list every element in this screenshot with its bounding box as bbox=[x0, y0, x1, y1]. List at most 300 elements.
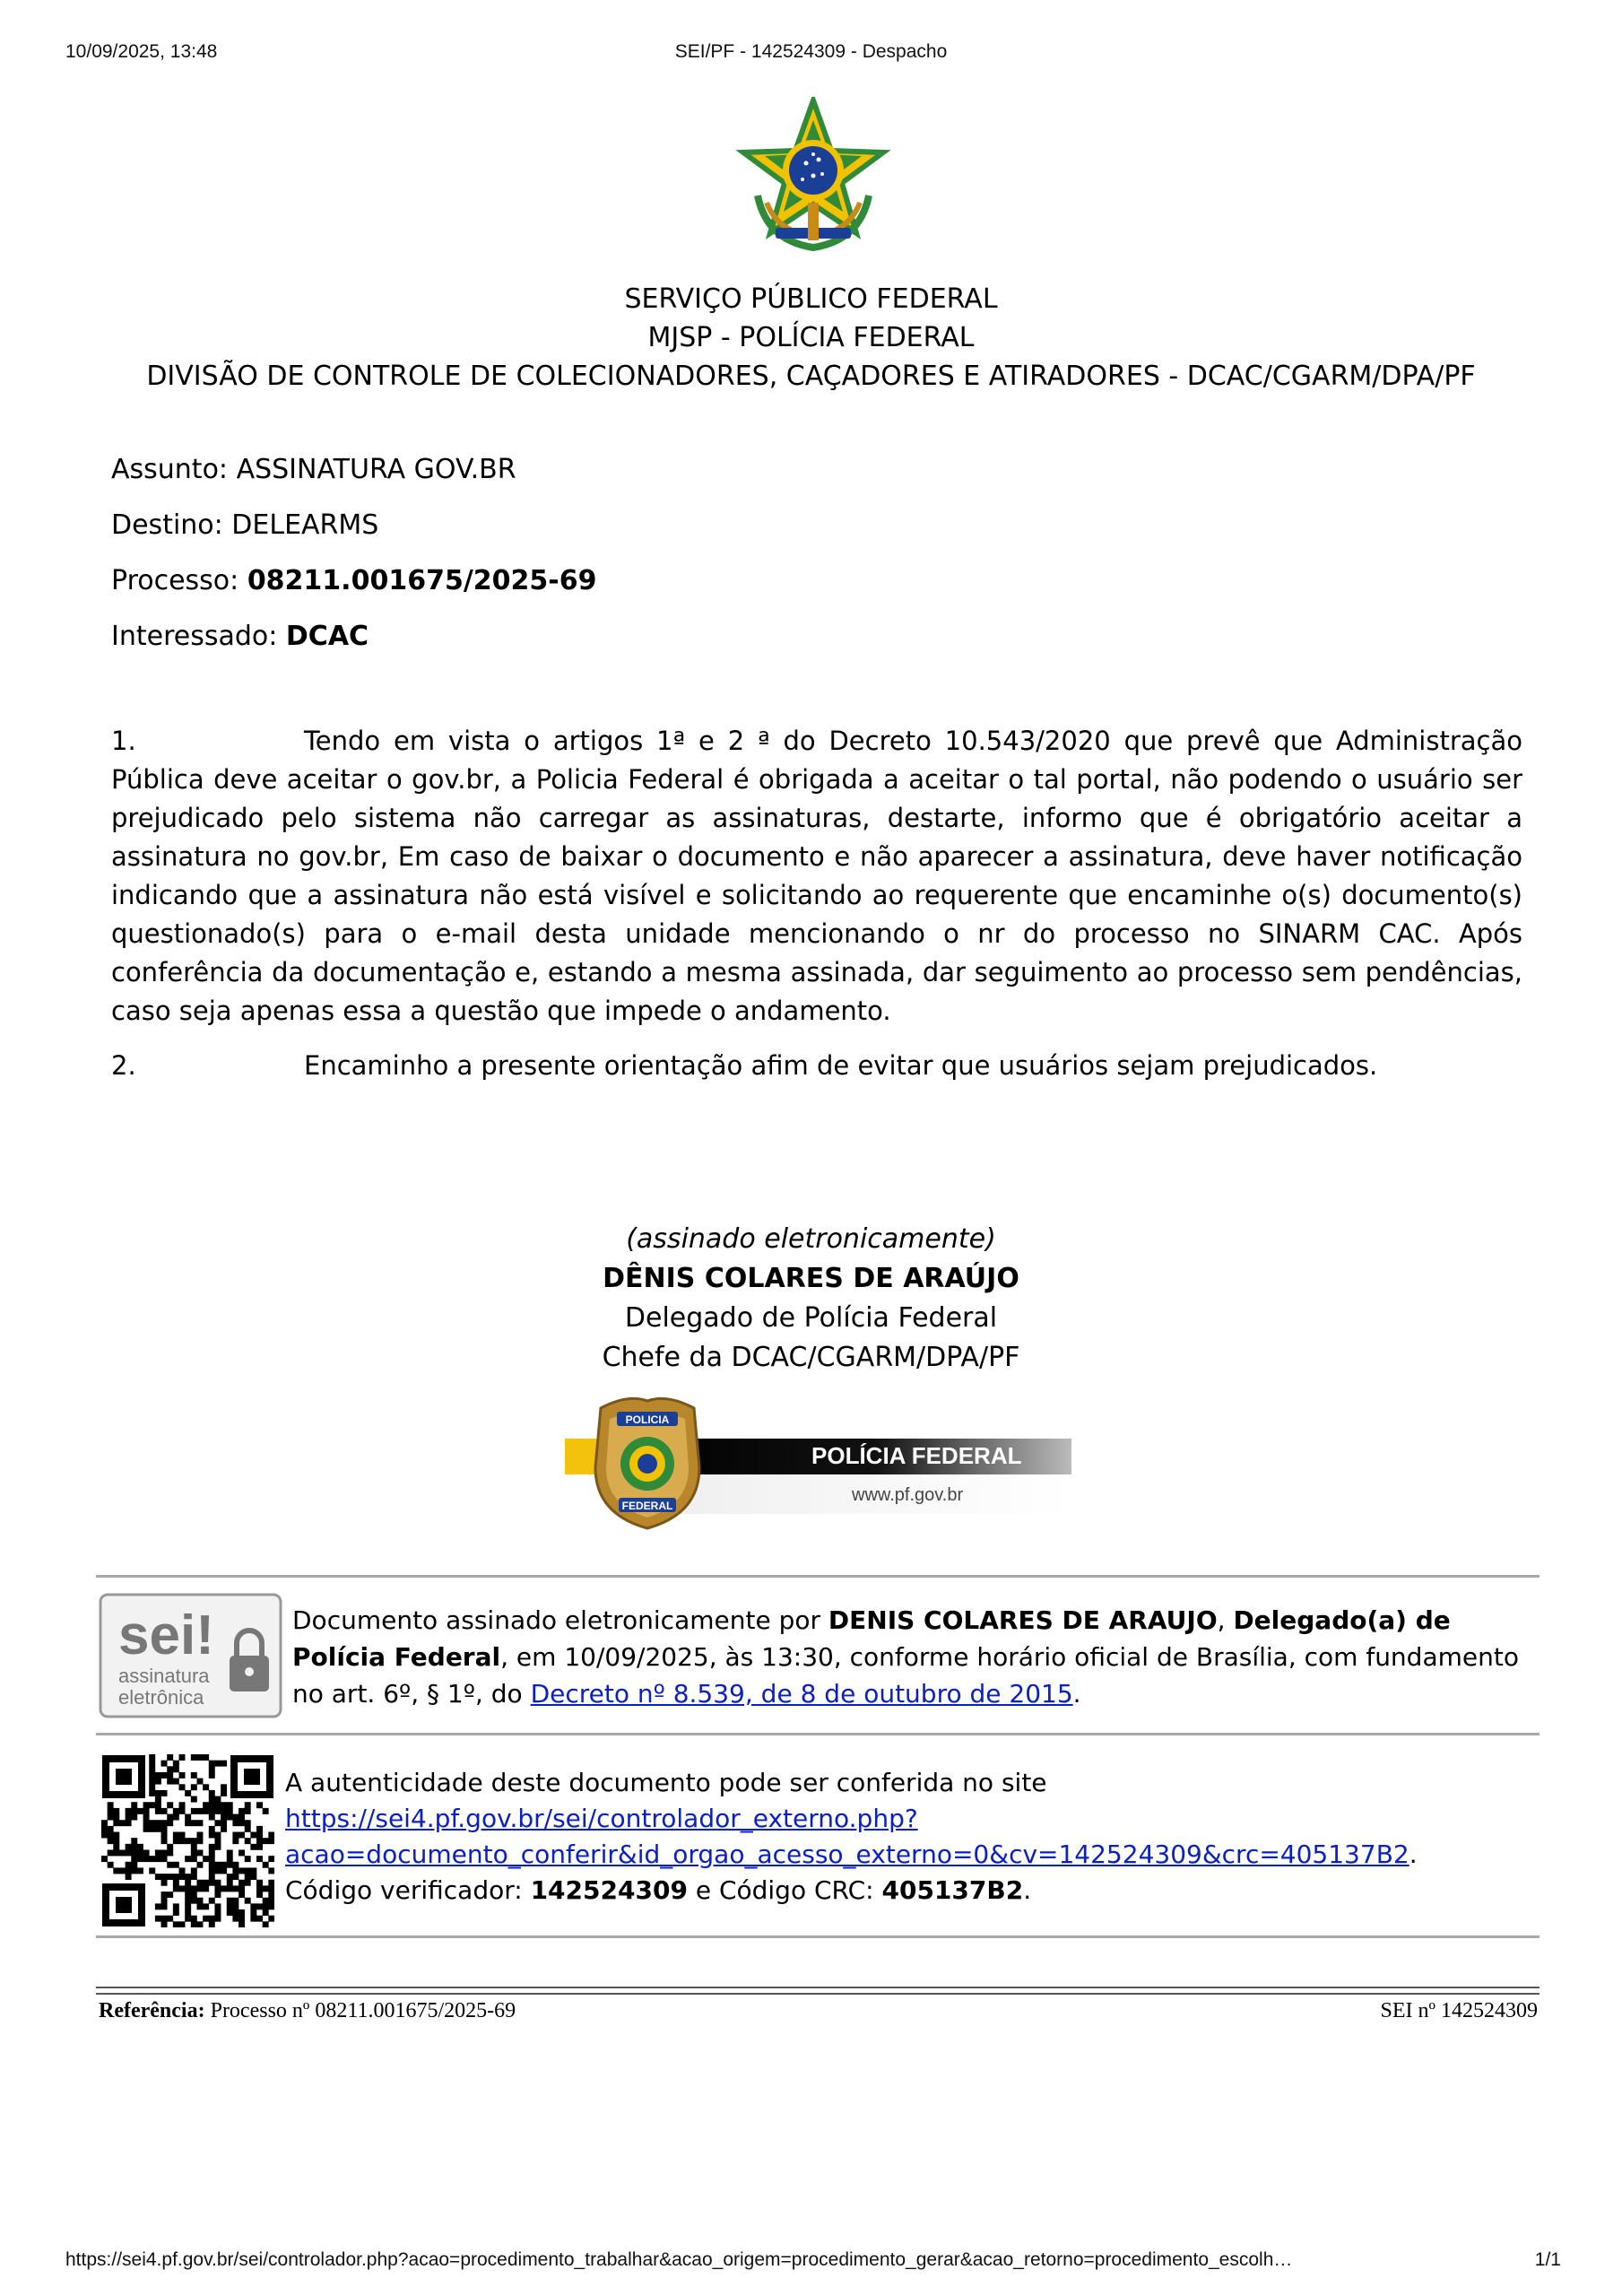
qr-module bbox=[263, 1909, 269, 1916]
qr-module bbox=[239, 1885, 245, 1892]
qr-module bbox=[179, 1885, 186, 1892]
qr-module bbox=[221, 1867, 227, 1874]
qr-module bbox=[245, 1826, 251, 1832]
qr-module bbox=[214, 1761, 221, 1767]
qr-module bbox=[173, 1874, 179, 1880]
qr-module bbox=[268, 1856, 274, 1862]
qr-module bbox=[173, 1766, 179, 1772]
interessado-value: DCAC bbox=[285, 621, 369, 652]
qr-module bbox=[113, 1820, 119, 1826]
qr-module bbox=[113, 1832, 119, 1839]
qr-module bbox=[143, 1849, 150, 1856]
paragraph-text: Encaminho a presente orientação afim de evitar que usuários sejam prejudicados. bbox=[304, 1050, 1378, 1081]
qr-module bbox=[245, 1838, 251, 1844]
qr-module bbox=[214, 1885, 221, 1892]
qr-module bbox=[256, 1885, 263, 1892]
qr-module bbox=[268, 1838, 274, 1844]
qr-module bbox=[209, 1849, 215, 1856]
qr-module bbox=[196, 1921, 203, 1927]
qr-module bbox=[179, 1772, 186, 1779]
qr-module bbox=[250, 1844, 256, 1850]
print-header bbox=[0, 41, 1622, 68]
qr-module bbox=[214, 1867, 221, 1874]
reference-label: Referência: bbox=[99, 1999, 205, 2022]
qr-module bbox=[239, 1820, 245, 1826]
qr-module bbox=[108, 1832, 114, 1839]
qr-module bbox=[161, 1898, 168, 1904]
qr-module bbox=[167, 1844, 173, 1850]
qr-module bbox=[113, 1844, 119, 1850]
qr-module bbox=[131, 1802, 137, 1808]
document-metadata bbox=[111, 450, 1528, 673]
qr-module bbox=[101, 1856, 108, 1862]
qr-module bbox=[263, 1838, 269, 1844]
qr-module bbox=[250, 1903, 256, 1909]
qr-module bbox=[161, 1832, 168, 1839]
qr-module bbox=[209, 1898, 215, 1904]
qr-module bbox=[221, 1885, 227, 1892]
qr-module bbox=[179, 1808, 186, 1814]
qr-module bbox=[239, 1832, 245, 1839]
qr-module bbox=[203, 1856, 209, 1862]
qr-module bbox=[119, 1820, 126, 1826]
qr-module bbox=[149, 1784, 155, 1790]
qr-module bbox=[179, 1867, 186, 1874]
qr-module bbox=[143, 1856, 150, 1862]
qr-module bbox=[149, 1802, 155, 1808]
qr-module bbox=[191, 1754, 197, 1761]
qr-module bbox=[209, 1814, 215, 1821]
qr-module bbox=[161, 1903, 168, 1909]
qr-module bbox=[214, 1903, 221, 1909]
qr-module bbox=[256, 1916, 263, 1922]
qr-module bbox=[250, 1909, 256, 1916]
qr-module bbox=[214, 1796, 221, 1803]
qr-module bbox=[203, 1903, 209, 1909]
paragraph-2 bbox=[111, 1047, 1522, 1085]
qr-module bbox=[221, 1784, 227, 1790]
qr-module bbox=[185, 1885, 191, 1892]
qr-module bbox=[131, 1849, 137, 1856]
qr-module bbox=[203, 1880, 209, 1886]
verify-link-part-2[interactable]: acao=documento_conferir&id_orgao_acesso_externo=0&cv=142524309&crc=405137B2 bbox=[285, 1839, 1409, 1869]
qr-module bbox=[126, 1814, 132, 1821]
qr-module bbox=[167, 1772, 173, 1779]
document-heading bbox=[0, 280, 1622, 396]
qr-module bbox=[239, 1880, 245, 1886]
qr-module bbox=[167, 1814, 173, 1821]
qr-module bbox=[263, 1862, 269, 1868]
meta-assunto: Assunto: ASSINATURA GOV.BR bbox=[111, 454, 516, 485]
qr-module bbox=[268, 1867, 274, 1874]
qr-module bbox=[268, 1898, 274, 1904]
qr-module bbox=[149, 1790, 155, 1796]
qr-module bbox=[221, 1820, 227, 1826]
qr-module bbox=[239, 1814, 245, 1821]
qr-module bbox=[185, 1856, 191, 1862]
qr-module bbox=[113, 1814, 119, 1821]
qr-module bbox=[214, 1808, 221, 1814]
qr-module bbox=[143, 1826, 150, 1832]
qr-module bbox=[263, 1903, 269, 1909]
qr-module bbox=[232, 1862, 239, 1868]
destino-value: DELEARMS bbox=[231, 509, 379, 541]
qr-module bbox=[232, 1820, 239, 1826]
qr-module bbox=[232, 1898, 239, 1904]
electronic-signature-note: Documento assinado eletronicamente por DENIS COLARES DE ARAUJO, Delegado(a) de Polícia Federal, em 10/09/2025, às 13:30, conforme horário oficial de Brasília, com fundamento no art. 6º, § 1º, do Decreto nº 8.539, de 8 de outubro de 2015. bbox=[292, 1605, 1519, 1709]
qr-module bbox=[245, 1808, 251, 1814]
qr-module bbox=[191, 1874, 197, 1880]
qr-module bbox=[232, 1832, 239, 1839]
qr-module bbox=[155, 1779, 161, 1785]
qr-module bbox=[161, 1856, 168, 1862]
qr-module bbox=[185, 1790, 191, 1796]
qr-module bbox=[167, 1754, 173, 1761]
crc-code: 405137B2 bbox=[881, 1875, 1024, 1905]
qr-module bbox=[214, 1880, 221, 1886]
qr-module bbox=[155, 1856, 161, 1862]
qr-module bbox=[161, 1880, 168, 1886]
qr-module bbox=[161, 1838, 168, 1844]
qr-module bbox=[256, 1832, 263, 1839]
qr-module bbox=[221, 1862, 227, 1868]
qr-module bbox=[108, 1849, 114, 1856]
qr-module bbox=[209, 1790, 215, 1796]
qr-module bbox=[209, 1761, 215, 1767]
logo-badge-top-text: POLICIA bbox=[625, 1413, 670, 1426]
print-footer bbox=[0, 2249, 1622, 2276]
qr-module bbox=[245, 1802, 251, 1808]
qr-module bbox=[173, 1832, 179, 1839]
qr-module bbox=[209, 1766, 215, 1772]
qr-module bbox=[137, 1844, 143, 1850]
qr-module bbox=[185, 1903, 191, 1909]
qr-module bbox=[239, 1808, 245, 1814]
qr-module bbox=[196, 1885, 203, 1892]
qr-module bbox=[214, 1862, 221, 1868]
qr-module bbox=[221, 1761, 227, 1767]
qr-module bbox=[179, 1754, 186, 1761]
qr-module bbox=[227, 1814, 233, 1821]
qr-module bbox=[185, 1880, 191, 1886]
qr-module bbox=[155, 1916, 161, 1922]
qr-module bbox=[256, 1826, 263, 1832]
qr-module bbox=[256, 1802, 263, 1808]
qr-module bbox=[203, 1885, 209, 1892]
print-url: https://sei4.pf.gov.br/sei/controlador.php?acao=procedimento_trabalhar&acao_origem=procedimento_gerar&acao_retorno=procedimento_escolh… bbox=[65, 2249, 1293, 2270]
qr-module bbox=[131, 1856, 137, 1862]
qr-module bbox=[196, 1903, 203, 1909]
qr-module bbox=[179, 1784, 186, 1790]
qr-module bbox=[209, 1862, 215, 1868]
qr-module bbox=[179, 1874, 186, 1880]
qr-module bbox=[191, 1867, 197, 1874]
qr-module bbox=[268, 1885, 274, 1892]
reference-divider bbox=[96, 1987, 1540, 1995]
qr-module bbox=[167, 1849, 173, 1856]
qr-module bbox=[126, 1849, 132, 1856]
qr-module bbox=[185, 1820, 191, 1826]
qr-module bbox=[196, 1862, 203, 1868]
qr-module bbox=[108, 1862, 114, 1868]
qr-module bbox=[209, 1916, 215, 1922]
qr-module bbox=[209, 1856, 215, 1862]
qr-module bbox=[101, 1832, 108, 1839]
qr-module bbox=[227, 1909, 233, 1916]
qr-module bbox=[209, 1772, 215, 1779]
paragraph-1 bbox=[111, 722, 1522, 1031]
qr-module bbox=[113, 1808, 119, 1814]
qr-module bbox=[209, 1826, 215, 1832]
qr-module bbox=[239, 1909, 245, 1916]
qr-module bbox=[191, 1898, 197, 1904]
qr-module bbox=[126, 1867, 132, 1874]
qr-module bbox=[191, 1772, 197, 1779]
seal-line-2: eletrônica bbox=[118, 1686, 204, 1709]
qr-module bbox=[250, 1874, 256, 1880]
qr-module bbox=[155, 1802, 161, 1808]
qr-module bbox=[209, 1832, 215, 1839]
qr-module bbox=[232, 1909, 239, 1916]
qr-module bbox=[221, 1790, 227, 1796]
qr-module bbox=[155, 1772, 161, 1779]
qr-module bbox=[221, 1826, 227, 1832]
qr-module bbox=[126, 1808, 132, 1814]
assunto-value: ASSINATURA GOV.BR bbox=[236, 454, 516, 485]
paragraph-number: 2. bbox=[111, 1050, 136, 1081]
qr-module bbox=[203, 1754, 209, 1761]
qr-module bbox=[256, 1880, 263, 1886]
qr-module bbox=[185, 1898, 191, 1904]
qr-module bbox=[232, 1903, 239, 1909]
qr-module bbox=[173, 1838, 179, 1844]
signer-name-bold: DENIS COLARES DE ARAUJO bbox=[828, 1605, 1218, 1635]
print-datetime: 10/09/2025, 13:48 bbox=[65, 41, 218, 62]
qr-module bbox=[245, 1874, 251, 1880]
qr-module bbox=[239, 1916, 245, 1922]
qr-module bbox=[191, 1796, 197, 1803]
qr-module bbox=[131, 1808, 137, 1814]
qr-module bbox=[214, 1838, 221, 1844]
qr-module bbox=[143, 1808, 150, 1814]
verifier-code: 142524309 bbox=[530, 1875, 688, 1905]
qr-module bbox=[161, 1826, 168, 1832]
divider bbox=[96, 1733, 1540, 1735]
qr-module bbox=[126, 1862, 132, 1868]
print-page-number: 1/1 bbox=[1534, 2249, 1561, 2270]
qr-module bbox=[245, 1856, 251, 1862]
qr-module bbox=[214, 1832, 221, 1839]
qr-module bbox=[126, 1820, 132, 1826]
qr-module bbox=[227, 1898, 233, 1904]
signer-role: Delegado de Polícia Federal bbox=[624, 1302, 998, 1334]
signer-unit: Chefe da DCAC/CGARM/DPA/PF bbox=[602, 1342, 1020, 1373]
signer-role-bold: Delegado(a) de Polícia Federal bbox=[292, 1605, 1451, 1672]
qr-module bbox=[155, 1903, 161, 1909]
qr-module bbox=[214, 1844, 221, 1850]
qr-module bbox=[191, 1849, 197, 1856]
qr-module bbox=[245, 1880, 251, 1886]
qr-module bbox=[203, 1802, 209, 1808]
qr-module bbox=[113, 1867, 119, 1874]
qr-module bbox=[179, 1838, 186, 1844]
qr-module bbox=[173, 1921, 179, 1927]
signer-name: DÊNIS COLARES DE ARAÚJO bbox=[603, 1263, 1019, 1294]
qr-module bbox=[191, 1838, 197, 1844]
qr-module bbox=[209, 1921, 215, 1927]
qr-module bbox=[149, 1826, 155, 1832]
document-body bbox=[111, 722, 1522, 1101]
qr-module bbox=[256, 1856, 263, 1862]
authenticity-note: A autenticidade deste documento pode ser conferida no site https://sei4.pf.gov.br/sei/controlador_externo.php? acao=documento_conferir&id_orgao_acesso_externo=0&cv=142524309&crc=405137B2. Código verificador: 142524309 e Código CRC: 405137B2. bbox=[285, 1768, 1418, 1905]
qr-module bbox=[203, 1808, 209, 1814]
qr-module bbox=[232, 1838, 239, 1844]
qr-module bbox=[239, 1921, 245, 1927]
qr-module bbox=[167, 1766, 173, 1772]
qr-module bbox=[149, 1772, 155, 1779]
qr-module bbox=[108, 1802, 114, 1808]
qr-module bbox=[167, 1802, 173, 1808]
qr-module bbox=[214, 1802, 221, 1808]
qr-module bbox=[108, 1814, 114, 1821]
qr-module bbox=[268, 1892, 274, 1898]
qr-module bbox=[155, 1808, 161, 1814]
qr-module bbox=[161, 1808, 168, 1814]
signature-block bbox=[0, 1220, 1622, 1378]
qr-module bbox=[232, 1916, 239, 1922]
reference-process: Processo nº 08211.001675/2025-69 bbox=[204, 1999, 516, 2022]
qr-module bbox=[161, 1772, 168, 1779]
qr-module bbox=[149, 1867, 155, 1874]
qr-module bbox=[161, 1849, 168, 1856]
qr-module bbox=[214, 1909, 221, 1916]
heading-line-division: DIVISÃO DE CONTROLE DE COLECIONADORES, CAÇADORES E ATIRADORES - DCAC/CGARM/DPA/PF bbox=[146, 361, 1476, 392]
qr-module bbox=[155, 1790, 161, 1796]
qr-module bbox=[209, 1844, 215, 1850]
qr-module bbox=[196, 1838, 203, 1844]
seal-line-1: assinatura bbox=[118, 1665, 210, 1687]
qr-module bbox=[227, 1808, 233, 1814]
qr-module bbox=[137, 1808, 143, 1814]
qr-module bbox=[221, 1802, 227, 1808]
qr-module bbox=[227, 1880, 233, 1886]
qr-module bbox=[179, 1832, 186, 1839]
qr-module bbox=[161, 1761, 168, 1767]
qr-module bbox=[196, 1754, 203, 1761]
qr-module bbox=[119, 1867, 126, 1874]
signature-note: (assinado eletronicamente) bbox=[626, 1223, 996, 1255]
qr-module bbox=[149, 1754, 155, 1761]
qr-module bbox=[191, 1885, 197, 1892]
qr-module bbox=[108, 1826, 114, 1832]
qr-module bbox=[155, 1820, 161, 1826]
qr-module bbox=[232, 1885, 239, 1892]
qr-module bbox=[167, 1916, 173, 1922]
qr-module bbox=[173, 1779, 179, 1785]
qr-module bbox=[173, 1909, 179, 1916]
qr-module bbox=[185, 1874, 191, 1880]
qr-module bbox=[191, 1784, 197, 1790]
qr-module bbox=[161, 1790, 168, 1796]
divider bbox=[96, 1935, 1540, 1938]
processo-value: 08211.001675/2025-69 bbox=[247, 565, 597, 596]
qr-module bbox=[173, 1903, 179, 1909]
qr-module bbox=[256, 1838, 263, 1844]
sei-brand: sei! bbox=[118, 1605, 214, 1666]
divider bbox=[96, 1575, 1540, 1578]
policia-federal-logo bbox=[565, 1388, 1071, 1532]
sei-signature-seal bbox=[99, 1593, 282, 1718]
qr-module bbox=[250, 1867, 256, 1874]
qr-module bbox=[126, 1844, 132, 1850]
coat-of-arms-emblem bbox=[731, 97, 896, 257]
qr-module bbox=[232, 1867, 239, 1874]
qr-module bbox=[149, 1779, 155, 1785]
qr-module bbox=[227, 1874, 233, 1880]
qr-module bbox=[268, 1916, 274, 1922]
qr-module bbox=[232, 1814, 239, 1821]
qr-module bbox=[214, 1820, 221, 1826]
qr-module bbox=[191, 1892, 197, 1898]
qr-module bbox=[245, 1820, 251, 1826]
qr-module bbox=[113, 1849, 119, 1856]
qr-module bbox=[167, 1892, 173, 1898]
qr-module bbox=[143, 1820, 150, 1826]
qr-module bbox=[167, 1779, 173, 1785]
verify-link-part-1[interactable]: https://sei4.pf.gov.br/sei/controlador_externo.php? bbox=[285, 1804, 918, 1833]
qr-module bbox=[161, 1921, 168, 1927]
qr-module bbox=[209, 1796, 215, 1803]
qr-module bbox=[143, 1802, 150, 1808]
qr-module bbox=[227, 1862, 233, 1868]
qr-module bbox=[250, 1832, 256, 1839]
qr-module bbox=[126, 1874, 132, 1880]
qr-module bbox=[196, 1820, 203, 1826]
qr-module bbox=[227, 1903, 233, 1909]
qr-module bbox=[256, 1844, 263, 1850]
qr-module bbox=[245, 1867, 251, 1874]
qr-module bbox=[268, 1880, 274, 1886]
qr-module bbox=[239, 1849, 245, 1856]
qr-module bbox=[119, 1849, 126, 1856]
qr-module bbox=[108, 1808, 114, 1814]
qr-module bbox=[227, 1856, 233, 1862]
qr-module bbox=[131, 1844, 137, 1850]
qr-module bbox=[149, 1761, 155, 1767]
qr-module bbox=[161, 1892, 168, 1898]
qr-module bbox=[196, 1779, 203, 1785]
logo-site-text: www.pf.gov.br bbox=[852, 1485, 964, 1505]
qr-module bbox=[232, 1874, 239, 1880]
qr-module bbox=[221, 1814, 227, 1821]
paragraph-number: 1. bbox=[111, 726, 136, 756]
decree-link[interactable]: Decreto nº 8.539, de 8 de outubro de 2015 bbox=[530, 1679, 1073, 1709]
qr-module bbox=[161, 1874, 168, 1880]
qr-module bbox=[167, 1862, 173, 1868]
qr-module bbox=[173, 1808, 179, 1814]
qr-module bbox=[179, 1802, 186, 1808]
qr-module bbox=[179, 1921, 186, 1927]
qr-module bbox=[191, 1808, 197, 1814]
qr-module bbox=[161, 1820, 168, 1826]
qr-module bbox=[227, 1849, 233, 1856]
qr-module bbox=[214, 1892, 221, 1898]
qr-module bbox=[196, 1880, 203, 1886]
qr-module bbox=[185, 1814, 191, 1821]
qr-module bbox=[209, 1808, 215, 1814]
qr-module bbox=[185, 1909, 191, 1916]
logo-badge-bottom-text: FEDERAL bbox=[621, 1500, 673, 1512]
